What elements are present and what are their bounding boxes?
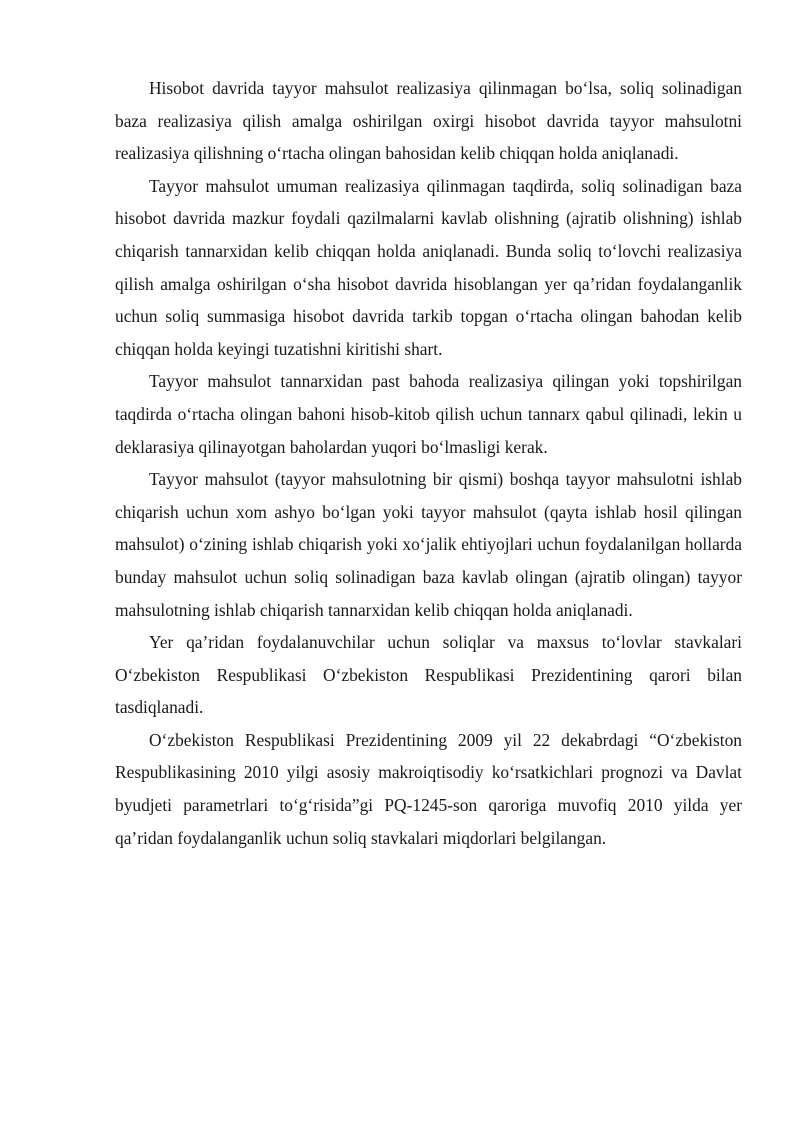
paragraph-no-sales-tax-base: Tayyor mahsulot umuman realizasiya qilinmagan taqdirda, soliq solinadigan baza hisobot davrida mazkur foydali qazilmalarni kavlab olishning (ajratib olishning) ishlab chiqarish tannarxidan kelib chiqqan holda aniqlanadi. Bunda soliq to‘lovchi realizasiya qilish amalga oshirilgan o‘sha hisobot davrida hisoblangan yer qa’ridan foydalanganlik uchun soliq summasiga hisobot davrida tarkib topgan o‘rtacha olingan bahodan kelib chiqqan holda keyingi tuzatishni kiritishi shart.: [115, 175, 742, 359]
paragraph-presidential-decree: O‘zbekiston Respublikasi Prezidentining 2009 yil 22 dekabrdagi “O‘zbekiston Respublikasining 2010 yilgi asosiy makroiqtisodiy ko‘rsatkichlari prognozi va Davlat byudjeti parametrlari to‘g‘risida”gi PQ-1245-son qaroriga muvofiq 2010 yilda yer qa’ridan foydalanganlik uchun soliq stavkalari miqdorlari belgilangan.: [115, 729, 742, 848]
paragraph-tax-rates-approval: Yer qa’ridan foydalanuvchilar uchun soliqlar va maxsus to‘lovlar stavkalari O‘zbekiston Respublikasi O‘zbekiston Respublikasi Prezidentining qarori bilan tasdiqlanadi.: [115, 632, 742, 718]
paragraph-below-cost-sales: Tayyor mahsulot tannarxidan past bahoda realizasiya qilingan yoki topshirilgan taqdirda o‘rtacha olingan bahoni hisob-kitob qilish uchun tannarx qabul qilinadi, lekin u deklarasiya qilinayotgan baholardan yuqori bo‘lmasligi kerak.: [115, 371, 742, 457]
document-page: [115, 72, 742, 854]
paragraph-own-use-products: Tayyor mahsulot (tayyor mahsulotning bir qismi) boshqa tayyor mahsulotni ishlab chiqarish uchun xom ashyo bo‘lgan yoki tayyor mahsulot (qayta ishlab hosil qilingan mahsulot) o‘zining ishlab chiqarish yoki xo‘jalik ehtiyojlari uchun foydalanilgan hollarda bunday mahsulot uchun soliq solinadigan baza kavlab olingan (ajratib olingan) tayyor mahsulotning ishlab chiqarish tannarxidan kelib chiqqan holda aniqlanadi.: [115, 469, 742, 620]
paragraph-finished-product-not-sold: Hisobot davrida tayyor mahsulot realizasiya qilinmagan bo‘lsa, soliq solinadigan baza realizasiya qilish amalga oshirilgan oxirgi hisobot davrida tayyor mahsulotni realizasiya qilishning o‘rtacha olingan bahosidan kelib chiqqan holda aniqlanadi.: [115, 78, 742, 164]
